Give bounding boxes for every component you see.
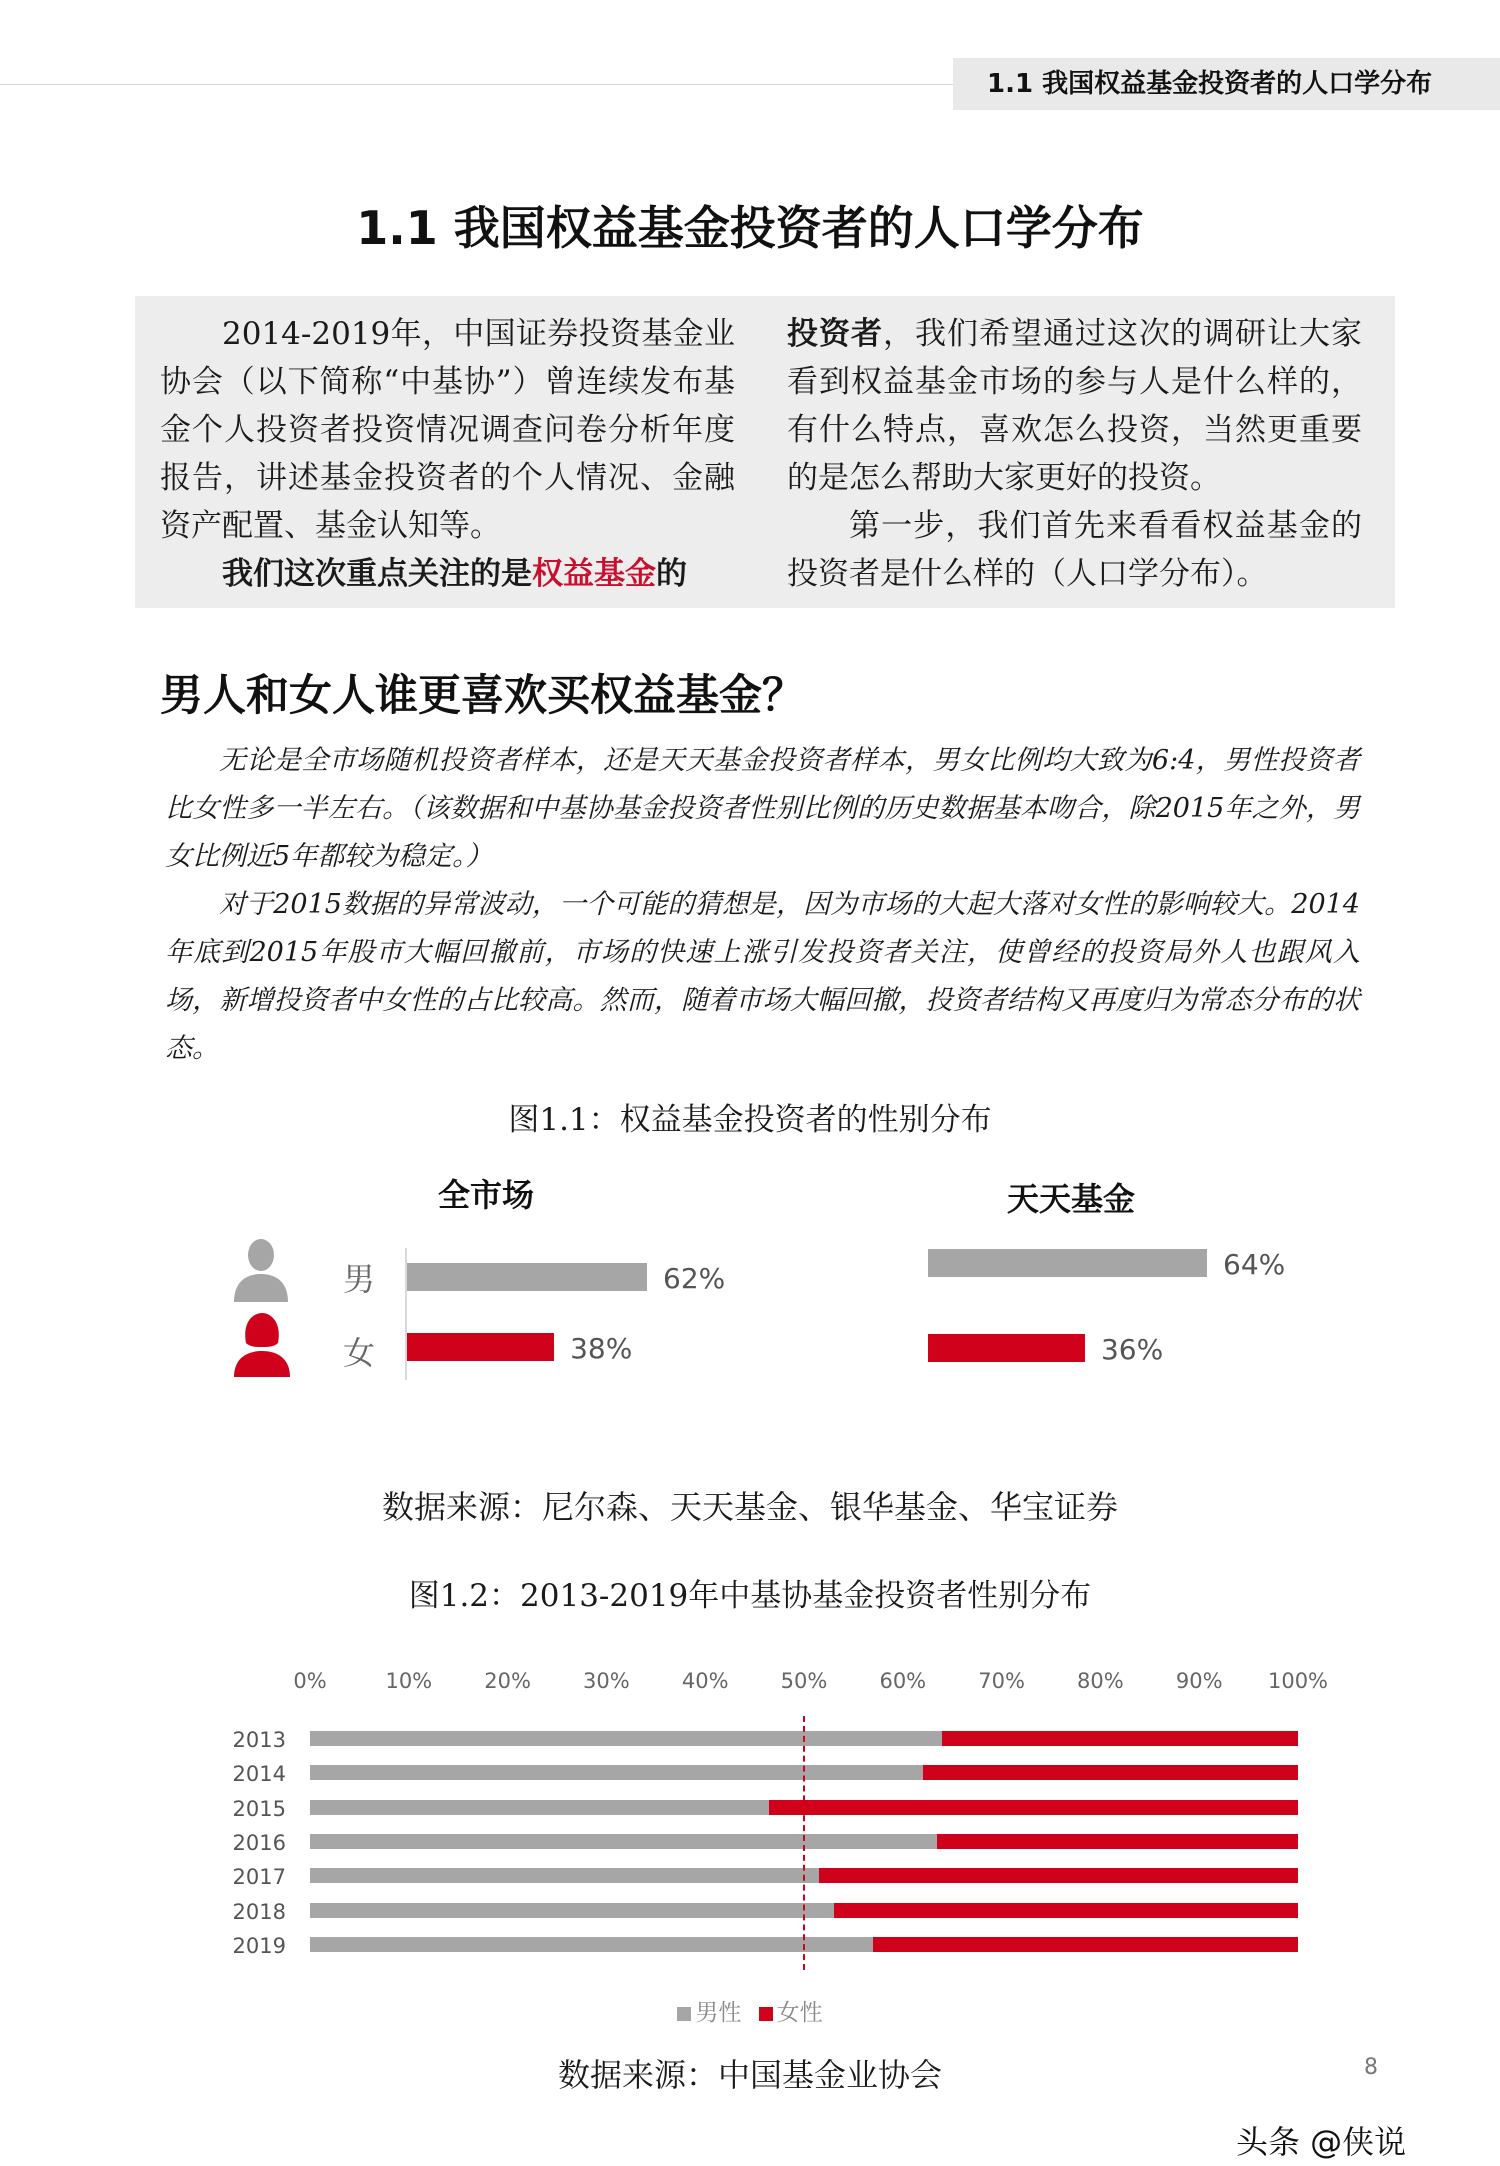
female-label: 女 [343,1334,376,1372]
intro-emphasis-text: 我们这次重点关注的是 [222,556,532,592]
x-tick-label: 50% [780,1669,828,1693]
x-tick-label: 70% [978,1669,1025,1693]
bar-male-2015 [310,1800,769,1815]
y-tick-label: 2014 [232,1762,286,1787]
figure-caption: 图1.1：权益基金投资者的性别分布 [508,1102,992,1138]
bar-male-2019 [310,1937,873,1952]
bar-male-2013 [310,1731,942,1746]
legend-swatch-female [759,2007,773,2021]
x-tick-label: 20% [484,1669,531,1693]
chart-title: 全市场 [438,1176,535,1214]
intro-paragraph [787,310,1362,502]
y-tick-label: 2019 [232,1933,286,1958]
intro-left-column [160,310,735,598]
x-tick-label: 90% [1175,1669,1223,1693]
x-tick-label: 40% [681,1669,729,1693]
body-paragraph: 对于2015数据的异常波动，一个可能的猜想是，因为市场的大起大落对女性的影响较大。2014年底到2015年股市大幅回撤前，市场的快速上涨引发投资者关注，使曾经的投资局外人也跟风入场，新增投资者中女性的占比较高。然而，随着市场大幅回撤，投资者结构又再度归为常态分布的状态。 [165,889,1360,1064]
bar-male [407,1263,647,1291]
bar-female-2016 [937,1834,1298,1849]
person-female-icon [232,1313,292,1381]
intro-box [135,296,1395,608]
bar-value-label: 36% [1100,1333,1164,1366]
bar-female-2014 [923,1765,1298,1780]
chart-legend [0,1994,1500,2027]
body-paragraph: 无论是全市场随机投资者样本，还是天天基金投资者样本，男女比例均大致为6:4，男性投资者比女性多一半左右。（该数据和中基协基金投资者性别比例的历史数据基本吻合，除2015年之外，男女比例近5年都较为稳定。） [165,745,1360,872]
y-tick-label: 2016 [232,1830,286,1855]
bar-female-2018 [834,1903,1298,1918]
chart-title: 天天基金 [1007,1180,1136,1218]
legend-swatch-male [677,2007,691,2021]
x-tick-label: 100% [1267,1669,1329,1693]
x-tick-label: 30% [583,1669,630,1693]
x-tick-label: 60% [879,1669,927,1693]
y-tick-label: 2018 [232,1899,286,1924]
bar-female-2013 [942,1731,1298,1746]
bar-value-label: 38% [570,1332,633,1365]
figure-source: 数据来源：尼尔森、天天基金、银华基金、华宝证券 [381,1488,1118,1526]
body-text [165,737,1360,1073]
intro-paragraph: 第一步，我们首先来看看权益基金的投资者是什么样的（人口学分布）。 [787,508,1362,592]
page-number: 8 [1364,2055,1378,2080]
page-title: 1.1 我国权益基金投资者的人口学分布 [356,201,1144,255]
bar-female-2015 [769,1800,1298,1815]
y-tick-label: 2015 [232,1796,286,1821]
bar-female [928,1334,1085,1362]
bar-value-label: 62% [663,1262,726,1295]
watermark: 头条 @侠说 [1236,2123,1407,2161]
x-tick-label: 0% [293,1669,327,1693]
bar-male [928,1249,1207,1277]
bar-female-2019 [873,1937,1298,1952]
intro-emphasis-tail: 的 [656,556,687,592]
y-tick-label: 2017 [232,1865,286,1890]
intro-emphasis [160,550,735,598]
y-tick-label: 2013 [232,1728,286,1752]
legend-label: 男性 [695,2000,742,2026]
header-section-tab: 1.1 我国权益基金投资者的人口学分布 [953,58,1500,110]
x-tick-label: 10% [385,1669,433,1693]
intro-paragraph: 2014-2019年，中国证券投资基金业协会（以下简称“中基协”）曾连续发布基金个人投资者投资情况调查问卷分析年度报告，讲述基金投资者的个人情况、金融资产配置、基金认知等。 [160,316,735,544]
person-male-icon [232,1238,290,1306]
bar-female [407,1333,554,1361]
section-title: 男人和女人谁更喜欢买权益基金？ [160,671,805,721]
bar-male-2016 [310,1834,937,1849]
figure-source: 数据来源：中国基金业协会 [557,2056,942,2094]
bar-male-2018 [310,1903,834,1918]
male-label: 男 [343,1260,376,1298]
bar-male-2017 [310,1868,819,1883]
bar-female-2017 [819,1868,1298,1883]
x-tick-label: 80% [1077,1669,1124,1693]
bar-value-label: 64% [1223,1248,1286,1281]
figure-caption: 图1.2：2013-2019年中基协基金投资者性别分布 [408,1578,1092,1614]
intro-paragraph-text: ，我们希望通过这次的调研让大家看到权益基金市场的参与人是什么样的，有什么特点，喜欢怎么投资，当然更重要的是怎么帮助大家更好的投资。 [787,316,1362,496]
bar-male-2014 [310,1765,923,1780]
intro-emphasis-text: 投资者 [787,316,883,352]
intro-highlight: 权益基金 [532,556,656,592]
legend-label: 女性 [776,2000,823,2026]
intro-right-column [787,310,1362,598]
reference-line-50 [803,1716,805,1970]
